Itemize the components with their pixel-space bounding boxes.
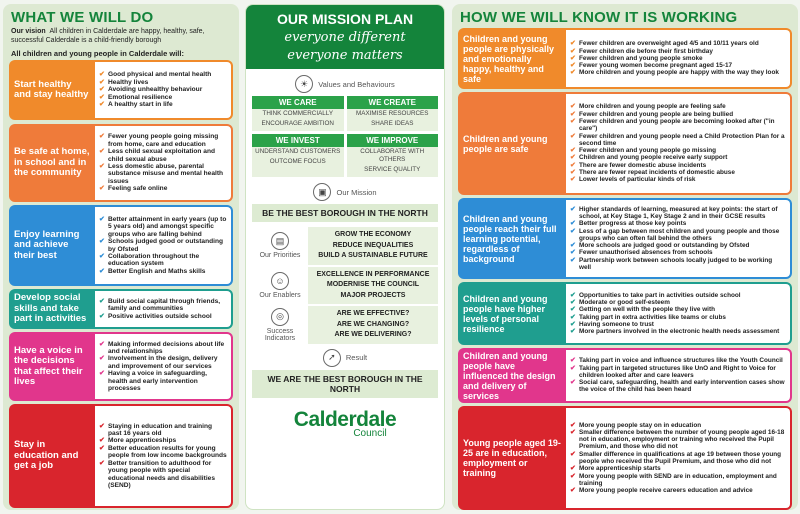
mission-icon: ▣ [313,183,331,201]
list-item [570,299,786,306]
check-icon: ✔ [570,421,576,429]
list-item [99,94,227,101]
value-card [252,134,344,177]
row-list [95,62,231,118]
list-item-text: Less of a gap between most children and young people and those groups who can often fall behind the others [579,227,780,242]
check-icon: ✔ [570,487,576,495]
list-item [570,365,786,380]
vision [11,28,231,45]
check-icon: ✔ [570,227,576,235]
priority-item: REDUCE INEQUALITIES [332,241,414,249]
success-list [308,306,438,344]
mission-statement: BE THE BEST BOROUGH IN THE NORTH [252,204,438,222]
list-item [570,228,786,243]
list-item-text: Fewer children and young people smoke [579,54,703,62]
list-item-text: Staying in education and training past 16 years old [108,422,213,438]
list-item-text: Fewer children and young people are becoming looked after ("in care") [579,117,775,133]
list-item [99,238,227,253]
list-item-text: Better progress at those key points [579,220,687,228]
list-item [570,487,786,494]
check-icon: ✔ [99,238,105,246]
row-list [95,126,231,200]
success-item: ARE WE CHANGING? [336,320,410,328]
row-title: Be safe at home, in school and in the community [14,146,90,179]
logo-sub: Council [353,427,387,439]
value-item: THINK COMMERCIALLY [262,110,334,117]
list-item [570,103,786,110]
target-icon: ◎ [271,308,289,326]
check-icon: ✔ [99,252,105,260]
list-item-text: There are fewer repeat incidents of domestic abuse [579,169,735,177]
list-item [570,154,786,161]
row-list [95,334,231,399]
list-item [99,185,227,192]
value-card [347,96,439,131]
list-item-text: Good physical and mental health [108,71,212,79]
check-icon: ✔ [570,306,576,314]
value-item: SERVICE QUALITY [364,166,421,173]
list-item-text: Having a voice in safeguarding, health and early intervention processes [108,370,207,393]
list-item-text: Avoiding unhealthy behaviour [108,86,203,94]
list-item [570,306,786,313]
outcome-row [9,289,233,329]
check-icon: ✔ [570,147,576,155]
list-item [99,101,227,108]
check-icon: ✔ [570,220,576,228]
list-item-text: Better education results for young people from low income backgrounds [108,444,227,460]
enablers-block [252,267,438,305]
list-item-text: Fewer children die before their first birthday [579,47,713,55]
check-icon: ✔ [570,465,576,473]
list-item-text: Fewer children and young people go missing [579,147,717,155]
list-item [570,169,786,176]
list-item [570,133,786,148]
check-icon: ✔ [99,312,105,320]
list-item [570,328,786,335]
success-item: ARE WE EFFECTIVE? [336,310,410,317]
list-item-text: There are fewer domestic abuse incidents [579,161,707,169]
check-icon: ✔ [570,291,576,299]
row-title: Start healthy and stay healthy [14,78,89,100]
outcome-row [9,404,233,508]
list-item-text: More partners involved in the electronic health needs assessment [579,328,780,336]
list-item-text: Better attainment in early years (up to 5 years old) and amongst specific groups who are falling behind [108,215,227,238]
check-icon: ✔ [570,117,576,125]
outcome-row [458,406,792,510]
list-item [99,79,227,86]
row-list [566,94,790,193]
calderdale-logo [246,408,444,439]
list-item-text: Positive activities outside school [108,312,212,320]
list-item [99,370,227,392]
list-item-text: Smaller difference in qualifications at age 19 between those young people who received the Pupil Premium, and those who did not [579,450,782,465]
list-item-text: Fewer unauthorised absences from schools [579,249,713,257]
value-item: ENCOURAGE AMBITION [261,120,334,127]
list-item [570,321,786,328]
list-item-text: More apprenticeships [108,437,177,445]
list-item-text: Fewer children and young people need a Child Protection Plan for a second time [579,132,785,147]
list-item [99,423,227,438]
check-icon: ✔ [570,242,576,250]
list-item-text: Taking part in targeted structures like UnO and Right to Voice for children looked after and care leavers [579,364,776,379]
check-icon: ✔ [99,355,105,363]
vision-label: Our vision [11,28,46,35]
list-item [570,465,786,472]
left-panel [3,4,239,510]
list-item [570,242,786,249]
values-label: Values and Behaviours [318,79,395,89]
check-icon: ✔ [570,205,576,213]
value-heading: WE INVEST [252,134,344,147]
list-item-text: Better transition to adulthood for young people with special educational needs and disabilities (SEND) [108,459,215,489]
left-intro: All children and young people in Calderdale will: [11,49,184,58]
list-item-text: Children and young people receive early support [579,154,728,162]
list-item [570,429,786,451]
list-item-text: More schools are judged good or outstanding by Ofsted [579,242,750,250]
list-item-text: More children and young people are feeling safe [579,103,726,111]
check-icon: ✔ [99,422,105,430]
check-icon: ✔ [99,148,105,156]
outcome-row [458,92,792,195]
row-title: Children and young people have influenced the design and delivery of services [463,350,556,401]
right-panel [452,4,798,510]
check-icon: ✔ [99,71,105,79]
value-heading: WE CARE [252,96,344,109]
check-icon: ✔ [570,110,576,118]
list-item-text: More young people with SEND are in education, employment and training [579,472,777,487]
people-icon: ☺ [271,272,289,290]
row-list [95,406,231,506]
values-header [246,75,444,93]
row-list [566,284,790,343]
check-icon: ✔ [570,176,576,184]
list-item-text: More children and young people are happy with the way they look [579,69,779,77]
check-icon: ✔ [99,267,105,275]
list-item [99,133,227,148]
row-title: Develop social skills and take part in activities [14,292,87,325]
list-item [570,69,786,76]
result-header [246,349,444,367]
check-icon: ✔ [570,69,576,77]
list-item [99,86,227,93]
list-item-text: Lower levels of particular kinds of risk [579,176,696,184]
list-item-text: Getting on well with the people they live with [579,306,715,314]
list-item [570,206,786,221]
list-item-text: More young people receive careers education and advice [579,487,753,495]
row-list [566,350,790,401]
left-heading: WHAT WE WILL DO [11,9,154,26]
check-icon: ✔ [570,364,576,372]
row-list [566,200,790,277]
list-item-text: Taking part in voice and influence structures like the Youth Council [579,357,783,365]
priority-item: GROW THE ECONOMY [334,231,412,238]
values-grid [252,96,438,177]
list-item-text: Schools judged good or outstanding by Ofsted [108,238,224,253]
mission-section-header [246,183,444,201]
list-item-text: Less domestic abuse, parental substance misuse and mental health issues [108,163,224,185]
enablers-label: Our Enablers [259,291,301,299]
outcome-row [458,28,792,89]
list-item-text: Emotional resilience [108,93,173,101]
vision-text: All children in Calderdale are happy, healthy, safe, successful Calderdale is a child-friendly borough [11,28,205,44]
row-title: Children and young people have higher levels of personal resilience [463,293,548,334]
success-item: ARE WE DELIVERING? [334,331,412,338]
check-icon: ✔ [99,297,105,305]
list-item-text: Opportunities to take part in activities outside school [579,291,741,299]
enabler-item: MAJOR PROJECTS [340,291,406,299]
list-item [570,379,786,394]
check-icon: ✔ [570,450,576,458]
list-item [570,451,786,466]
list-item [99,437,227,444]
value-item: SHARE IDEAS [371,120,414,127]
value-card [347,134,439,177]
list-item-text: Smaller difference between the number of young people aged 16-18 not in education, employment or training who received the Pupil Premium, and those who did not [579,428,785,451]
list-item [570,314,786,321]
list-item [570,48,786,55]
list-item-text: Collaboration throughout the education system [108,252,200,268]
mission-subtitle-1: everyone different [284,30,406,45]
check-icon: ✔ [570,47,576,55]
check-icon: ✔ [570,154,576,162]
list-item [570,55,786,62]
priority-item: BUILD A SUSTAINABLE FUTURE [318,252,428,259]
check-icon: ✔ [570,103,576,111]
check-icon: ✔ [570,161,576,169]
check-icon: ✔ [99,163,105,170]
list-item [570,249,786,256]
list-item [99,253,227,268]
list-item [99,298,227,313]
check-icon: ✔ [570,379,576,387]
enablers-list [308,267,438,305]
value-item: COLLABORATE WITH OTHERS [360,148,425,163]
list-item [570,176,786,183]
row-title: Enjoy learning and achieve their best [14,228,80,261]
row-list [95,291,231,327]
list-item-text: Build social capital through friends, family and communities [108,297,221,313]
check-icon: ✔ [570,256,576,264]
list-item [570,473,786,488]
right-heading: HOW WE WILL KNOW IT IS WORKING [460,9,738,26]
result-label: Result [345,353,368,362]
list-item-text: Partnership work between schools locally judged to be working well [579,256,773,272]
check-icon: ✔ [570,132,576,140]
row-title: Have a voice in the decisions that affect their lives [14,344,83,387]
check-icon: ✔ [99,370,105,378]
value-item: OUTCOME FOCUS [269,158,326,165]
row-title: Children and young people reach their full learning potential, regardless of background [463,213,557,264]
row-list [95,207,231,284]
list-item-text: Fewer children and young people are being bullied [579,110,734,118]
outcome-row [9,60,233,120]
list-item [99,460,227,490]
chart-icon: ▤ [271,232,289,250]
list-item [570,111,786,118]
outcome-row [9,332,233,401]
value-item: MAXIMISE RESOURCES [356,110,429,117]
list-item-text: Having someone to trust [579,320,654,328]
list-item-text: Healthy lives [108,78,149,86]
mission-label: Our Mission [336,187,377,197]
check-icon: ✔ [99,133,105,141]
check-icon: ✔ [570,54,576,62]
check-icon: ✔ [570,428,576,436]
list-item-text: Fewer young people going missing from home, care and education [108,133,219,148]
check-icon: ✔ [570,328,576,336]
priorities-block [252,227,438,265]
list-item [570,257,786,272]
check-icon: ✔ [99,78,105,86]
outcome-row [9,124,233,202]
logo-main: Calderdale [293,407,397,431]
value-heading: WE CREATE [347,96,439,109]
list-item [570,422,786,429]
list-item [570,118,786,133]
outcome-row [458,198,792,279]
list-item [99,71,227,78]
check-icon: ✔ [99,444,105,452]
outcome-row [458,282,792,345]
list-item [99,268,227,275]
list-item [99,355,227,370]
list-item-text: Making informed decisions about life and relationships [108,340,225,355]
list-item-text: Higher standards of learning, measured at key points: the start of school, at Key Stage 1, Key Stage 2 and in their GCSE results [579,205,778,220]
check-icon: ✔ [570,320,576,328]
list-item [99,445,227,460]
check-icon: ✔ [99,459,105,467]
list-item [99,313,227,320]
list-item-text: Taking part in extra activities like teams or clubs [579,313,726,321]
check-icon: ✔ [570,357,576,365]
list-item [99,163,227,185]
check-icon: ✔ [99,340,105,348]
row-title: Children and young people are safe [463,133,548,154]
lightbulb-icon: ☀ [295,75,313,93]
value-card [252,96,344,131]
list-item [570,162,786,169]
rocket-icon: ➚ [323,349,341,367]
priorities-label: Our Priorities [259,252,301,260]
list-item [99,148,227,163]
list-item [99,341,227,356]
list-item-text: Less child sexual exploitation and child sexual abuse [108,148,215,163]
list-item-text: More young people stay on in education [579,421,702,429]
success-label: Success Indicators [264,327,296,342]
result-statement: WE ARE THE BEST BOROUGH IN THE NORTH [252,370,438,398]
success-block [252,306,438,344]
mission-subtitle-2: everyone matters [287,48,403,63]
list-item-text: A healthy start in life [108,101,173,109]
check-icon: ✔ [570,62,576,70]
list-item-text: Involvement in the design, delivery and improvement of our services [108,355,218,370]
list-item-text: Fewer children are overweight aged 4/5 and 10/11 years old [579,40,759,48]
row-title: Stay in education and get a job [14,439,79,472]
mission-title: OUR MISSION PLAN [276,11,414,27]
outcome-row [458,348,792,403]
check-icon: ✔ [570,313,576,321]
row-title: Young people aged 19-25 are in education, employment or training [463,438,561,478]
list-item-text: Fewer young women become pregnant aged 15-17 [579,62,733,70]
mission-panel [245,4,445,510]
list-item-text: Feeling safe online [108,185,168,193]
row-title: Children and young people are physically and emotionally happy, healthy and safe [463,33,555,84]
value-item: UNDERSTAND CUSTOMERS [255,148,341,155]
row-list [566,30,790,87]
value-heading: WE IMPROVE [347,134,439,147]
outcome-row [9,205,233,286]
list-item [570,220,786,227]
check-icon: ✔ [570,298,576,306]
enabler-item: EXCELLENCE IN PERFORMANCE [316,270,430,278]
check-icon: ✔ [99,215,105,223]
list-item [570,357,786,364]
check-icon: ✔ [570,472,576,480]
mission-header [246,5,444,69]
check-icon: ✔ [570,249,576,257]
priorities-list [308,227,438,265]
list-item [570,292,786,299]
list-item-text: Moderate or good self-esteem [579,298,670,306]
list-item [99,216,227,238]
check-icon: ✔ [570,40,576,48]
check-icon: ✔ [99,93,105,101]
list-item-text: Social care, safeguarding, health and early intervention cases show the voice of the child has been heard [579,379,785,394]
check-icon: ✔ [99,86,105,94]
check-icon: ✔ [99,185,105,193]
list-item [570,40,786,47]
list-item [570,62,786,69]
list-item [570,147,786,154]
check-icon: ✔ [570,169,576,177]
check-icon: ✔ [99,437,105,445]
list-item-text: Better English and Maths skills [108,267,206,275]
enabler-item: MODERNISE THE COUNCIL [326,281,420,288]
row-list [566,408,790,508]
list-item-text: More apprenticeship starts [579,465,661,473]
check-icon: ✔ [99,101,105,109]
